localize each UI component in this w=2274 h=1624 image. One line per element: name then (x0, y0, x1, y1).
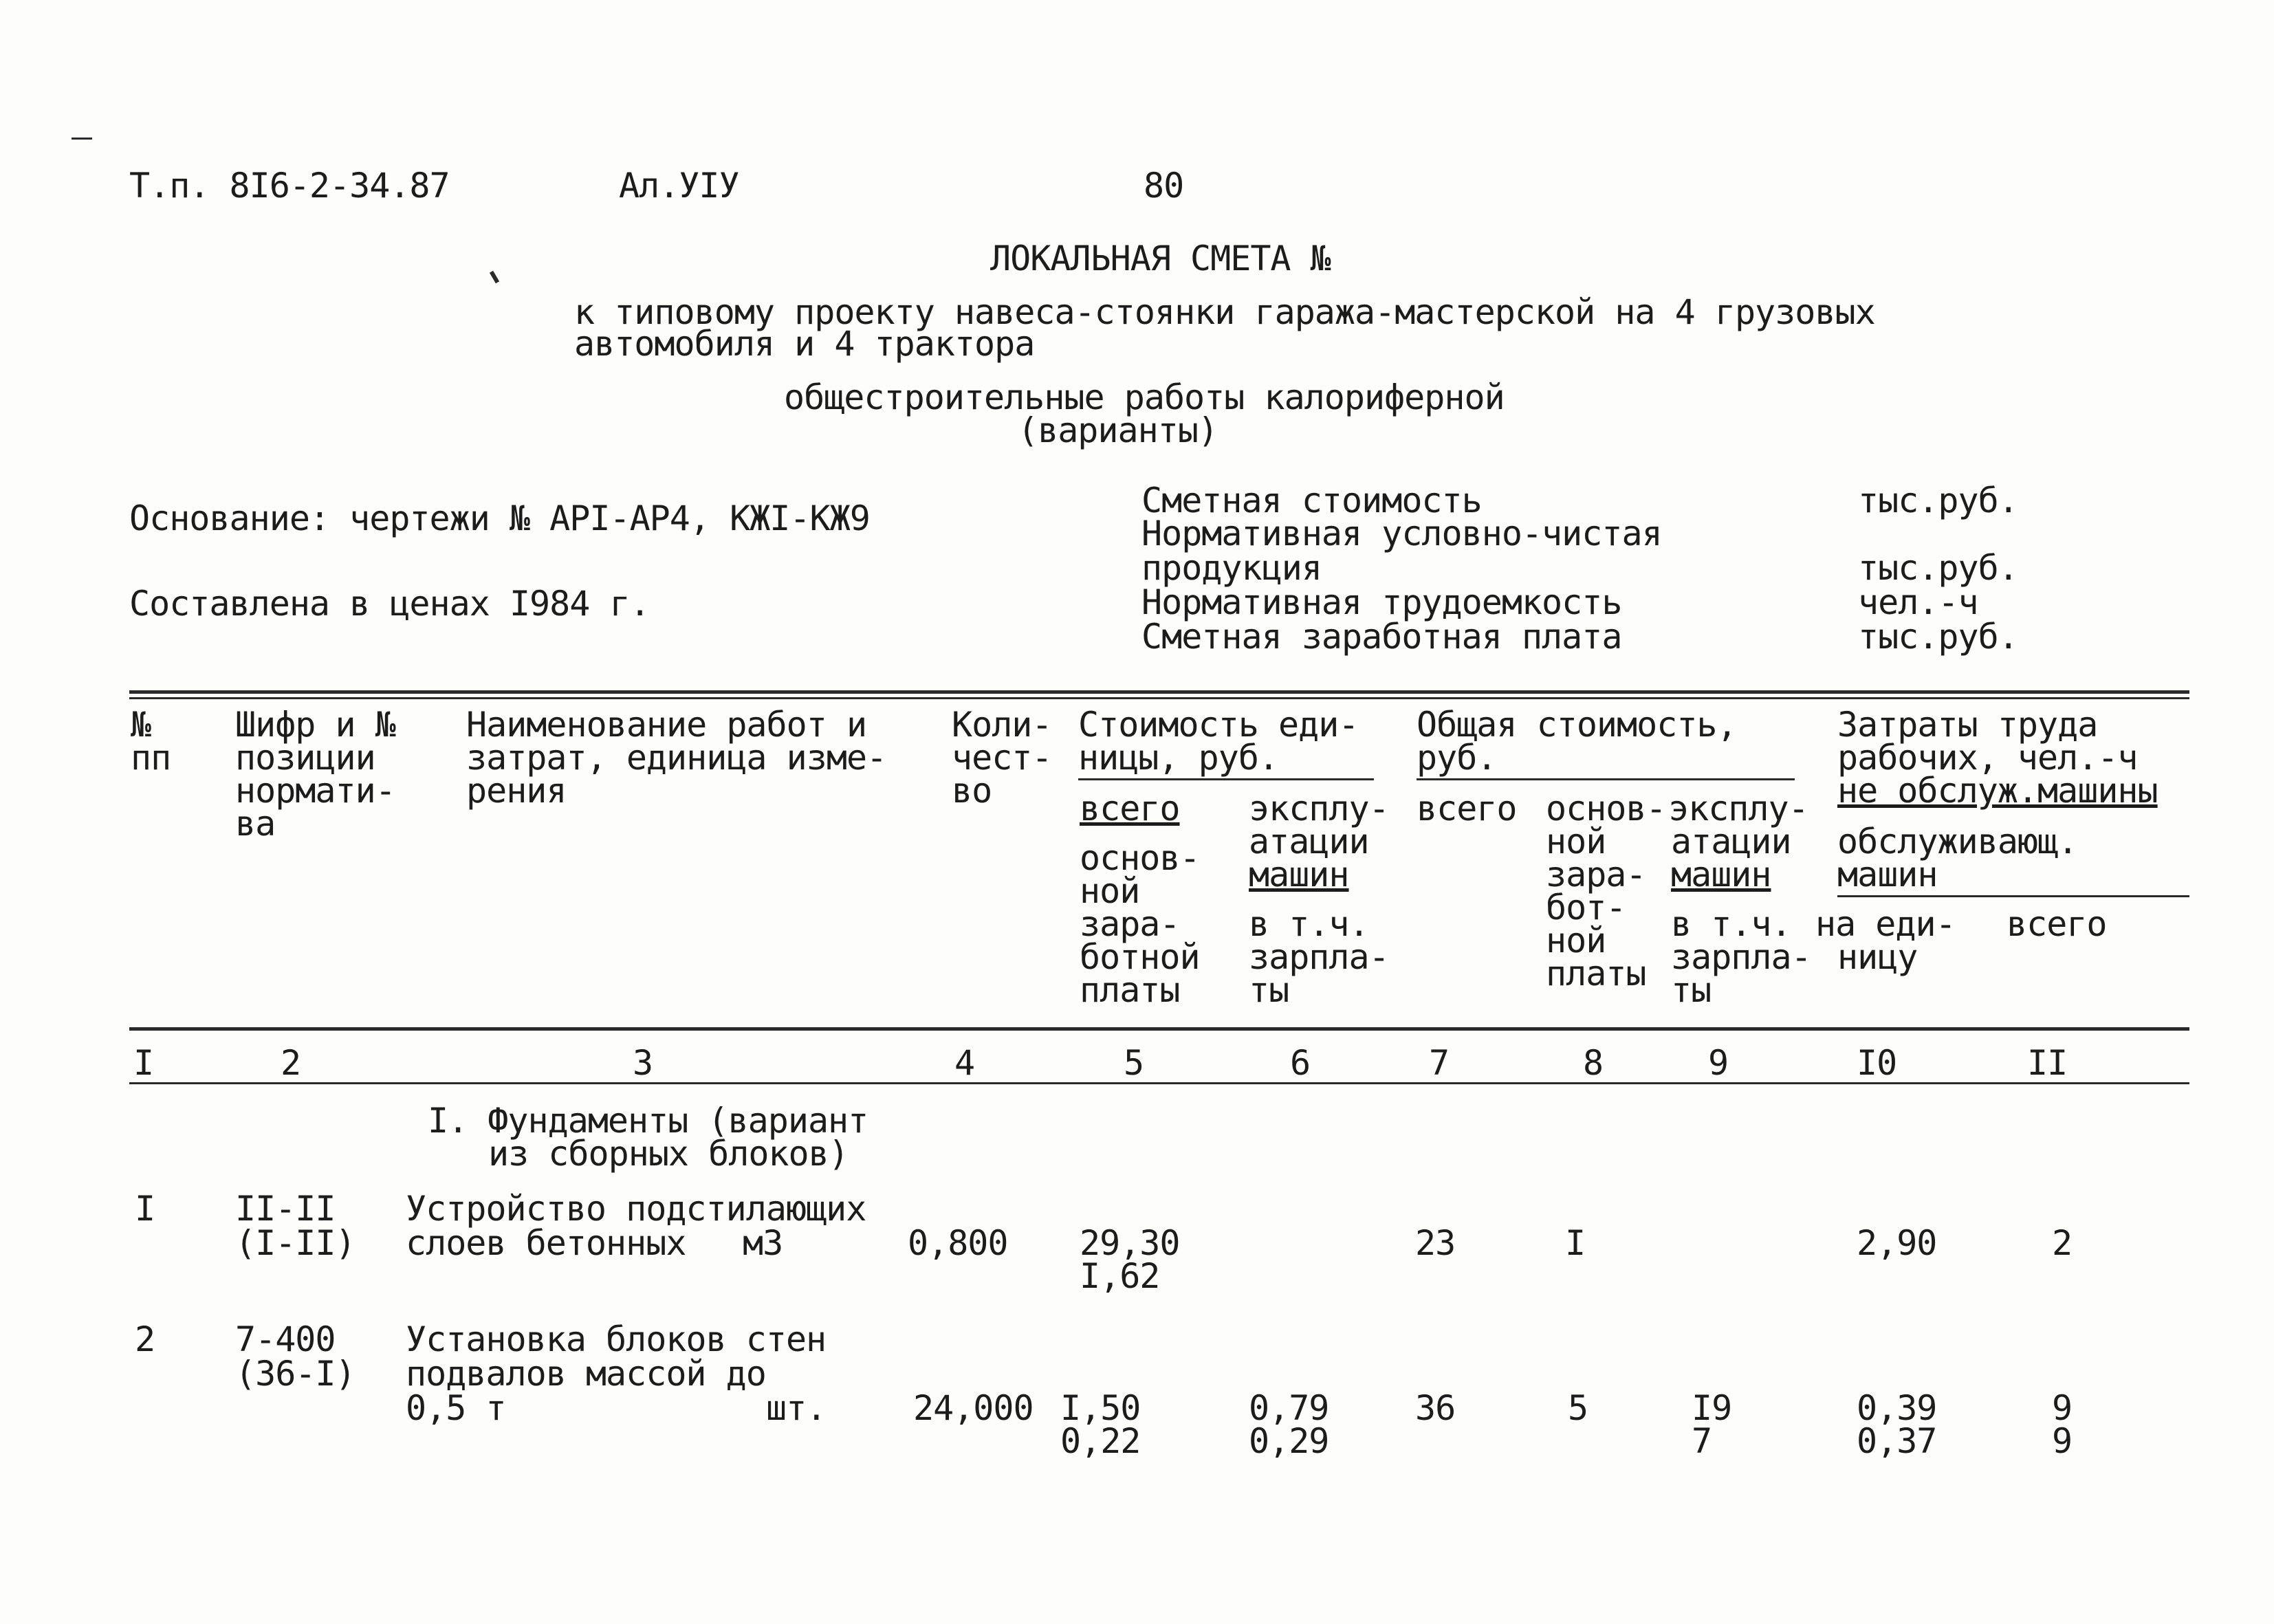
prices-line: Составлена в ценах I984 г. (129, 584, 650, 624)
header-labor-2: рабочих, чел.-ч (1837, 738, 2138, 778)
scan-mark (72, 138, 92, 140)
header-c5-4: зара- (1080, 904, 1180, 944)
row-2-name-1: Установка блоков стен (406, 1319, 827, 1359)
header-c6-4: в т.ч. (1249, 904, 1369, 944)
header-total-cost-1: Общая стоимость, (1417, 705, 1737, 745)
row-2-unit-total: I,50 (1060, 1388, 1141, 1428)
header-num-2: пп (131, 738, 171, 778)
header-code-4: ва (235, 804, 276, 844)
header-labor-1: Затраты труда (1837, 705, 2098, 745)
row-2-labor-unit-1: 0,39 (1857, 1388, 1937, 1428)
column-number: 8 (1583, 1043, 1604, 1083)
row-1-total-wage: I (1565, 1223, 1586, 1263)
row-1-num: I (135, 1189, 155, 1229)
header-c8-5: ной (1546, 921, 1606, 961)
header-c9-5: зарпла- (1671, 937, 1811, 977)
row-2-name-2: подвалов массой до (406, 1354, 766, 1394)
row-2-total-wage: 5 (1568, 1388, 1588, 1428)
unit-cost-rule (1078, 778, 1374, 780)
row-2-qty: 24,000 (913, 1388, 1034, 1428)
column-number: I (133, 1043, 154, 1083)
row-2-unit: шт. (766, 1388, 827, 1428)
column-number: 5 (1124, 1043, 1144, 1083)
product-unit: тыс.руб. (1858, 548, 2018, 588)
row-1-labor-total: 2 (2052, 1223, 2073, 1263)
header-c5-5: ботной (1080, 937, 1200, 977)
row-1-code-2: (I-II) (235, 1223, 356, 1263)
section-heading-2: из сборных блоков) (488, 1134, 849, 1174)
header-c9-4: в т.ч. (1671, 904, 1791, 944)
table-top-rule-2 (129, 697, 2189, 699)
header-total-cost-2: руб. (1417, 738, 1497, 778)
row-2-unit-wage: 0,22 (1060, 1421, 1141, 1461)
table-top-rule (129, 690, 2189, 694)
header-c8-6: платы (1546, 954, 1646, 994)
document-id: Т.п. 8I6-2-34.87 (129, 166, 450, 206)
header-labor-4: обслуживающ. (1837, 822, 2078, 862)
project-line-2: автомобиля и 4 трактора (574, 324, 1035, 364)
header-name-1: Наименование работ и (466, 705, 867, 745)
page-number: 80 (1144, 166, 1184, 206)
row-2-labor-total-2: 9 (2052, 1421, 2073, 1461)
header-c5-2: основ- (1080, 838, 1200, 878)
header-c7-1: всего (1417, 789, 1517, 829)
header-name-2: затрат, единица изме- (466, 738, 887, 778)
header-qty-1: Коли- (952, 705, 1052, 745)
header-c8-4: бот- (1546, 888, 1626, 928)
header-name-3: рения (466, 771, 567, 811)
header-c6-5: зарпла- (1249, 937, 1389, 977)
row-2-num: 2 (135, 1319, 155, 1359)
header-c8-3: зара- (1546, 855, 1646, 895)
header-c8-1: основ- (1546, 789, 1666, 829)
labor-unit: чел.-ч (1858, 582, 1978, 622)
estimate-title: ЛОКАЛЬНАЯ СМЕТА № (990, 239, 1331, 278)
header-c6-3: машин (1249, 855, 1349, 895)
row-1-unit: м3 (743, 1223, 783, 1263)
column-numbers-rule (129, 1082, 2189, 1084)
basis-line: Основание: чертежи № АРI-АР4, КЖI-КЖ9 (129, 498, 870, 538)
column-number: 2 (281, 1043, 301, 1083)
column-number: 9 (1708, 1043, 1729, 1083)
column-number: I0 (1857, 1043, 1897, 1083)
header-c6-6: ты (1249, 970, 1289, 1010)
header-bottom-rule (129, 1027, 2189, 1031)
section-heading-1: I. Фундаменты (вариант (428, 1101, 868, 1141)
column-number: 4 (954, 1043, 975, 1083)
row-2-labor-total-1: 9 (2052, 1388, 2073, 1428)
header-c9-1: эксплу- (1668, 789, 1808, 829)
wage-label: Сметная заработная плата (1141, 617, 1622, 657)
wage-unit: тыс.руб. (1858, 617, 2018, 657)
variants-line: (варианты) (1018, 410, 1218, 450)
row-2-code-2: (36-I) (235, 1354, 356, 1394)
column-number: 3 (633, 1043, 653, 1083)
row-1-qty: 0,800 (908, 1223, 1008, 1263)
header-c5-3: ной (1080, 871, 1140, 911)
header-labor-5: машин (1837, 855, 1938, 895)
row-2-total-machine: I9 (1692, 1388, 1732, 1428)
header-c9-3: машин (1671, 855, 1771, 895)
row-2-unit-machine: 0,79 (1249, 1388, 1329, 1428)
labor-rule (1837, 895, 2189, 897)
row-2-total: 36 (1415, 1388, 1456, 1428)
header-labor-3: не обслуж.машины (1837, 771, 2158, 811)
column-number: 6 (1290, 1043, 1311, 1083)
header-c9-6: ты (1671, 970, 1712, 1010)
header-c11-1: всего (2007, 904, 2107, 944)
product-label-2: продукция (1141, 548, 1322, 588)
scan-mark (490, 271, 499, 284)
header-c6-2: атации (1249, 822, 1369, 862)
row-1-code-1: II-II (235, 1189, 336, 1229)
column-number: II (2027, 1043, 2068, 1083)
row-1-total: 23 (1415, 1223, 1456, 1263)
labor-label: Нормативная трудоемкость (1141, 582, 1622, 622)
header-c9-2: атации (1671, 822, 1791, 862)
header-c5-6: платы (1080, 970, 1180, 1010)
header-unit-cost-2: ницы, руб. (1078, 738, 1279, 778)
row-1-name-1: Устройство подстилающих (406, 1189, 866, 1229)
header-num-1: № (131, 705, 151, 745)
row-2-unit-machine-wage: 0,29 (1249, 1421, 1329, 1461)
product-label-1: Нормативная условно-чистая (1141, 514, 1662, 553)
header-unit-cost-1: Стоимость еди- (1078, 705, 1359, 745)
header-qty-2: чест- (952, 738, 1052, 778)
row-2-code-1: 7-400 (235, 1319, 336, 1359)
works-line: общестроительные работы калориферной (784, 377, 1505, 417)
row-2-name-3: 0,5 т (406, 1388, 506, 1428)
header-c5-1: всего (1080, 789, 1180, 829)
row-1-unit-wage: I,62 (1080, 1256, 1160, 1296)
row-2-labor-unit-2: 0,37 (1857, 1421, 1937, 1461)
row-2-total-machine-wage: 7 (1692, 1421, 1712, 1461)
header-c8-2: ной (1546, 822, 1606, 862)
row-1-name-2: слоев бетонных (406, 1223, 686, 1263)
total-cost-rule (1417, 778, 1795, 780)
column-number: 7 (1429, 1043, 1450, 1083)
row-1-labor-unit: 2,90 (1857, 1223, 1937, 1263)
header-c10-1: на еди- (1815, 904, 1956, 944)
project-line-1: к типовому проекту навеса-стоянки гаража-мастерской на 4 грузовых (574, 292, 1875, 332)
header-c6-1: эксплу- (1249, 789, 1389, 829)
row-1-unit-total: 29,30 (1080, 1223, 1180, 1263)
header-code-1: Шифр и № (235, 705, 395, 745)
header-qty-3: во (952, 771, 992, 811)
header-code-2: позиции (235, 738, 375, 778)
album-number: Ал.УIУ (619, 166, 739, 206)
header-c10-2: ницу (1837, 937, 1918, 977)
header-code-3: нормати- (235, 771, 395, 811)
cost-label: Сметная стоимость (1141, 481, 1482, 520)
cost-unit: тыс.руб. (1858, 481, 2018, 520)
